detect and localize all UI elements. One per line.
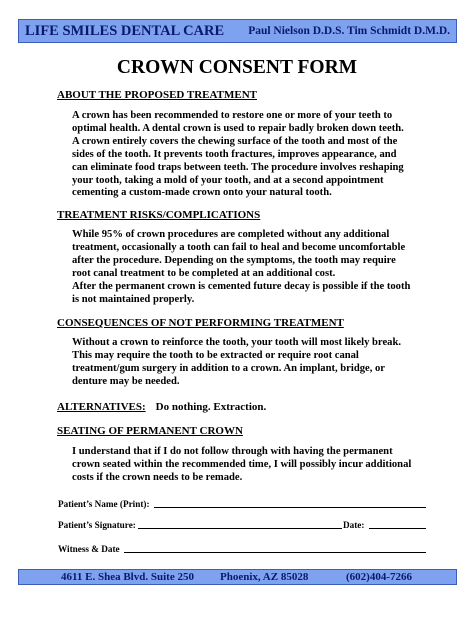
- about-line: your tooth, taking a mold of your tooth, and at a second appointment: [72, 174, 384, 186]
- seating-line: I understand that if I do not follow through with having the permanent: [72, 446, 393, 457]
- risks-line: While 95% of crown procedures are completed without any additional: [72, 229, 390, 240]
- consequences-heading: CONSEQUENCES OF NOT PERFORMING TREATMENT: [57, 317, 344, 329]
- footer-city: Phoenix, AZ 85028: [220, 571, 309, 583]
- seating-heading: SEATING OF PERMANENT CROWN: [57, 425, 243, 437]
- witness-row: [58, 541, 428, 555]
- patient-name-field[interactable]: [154, 496, 426, 508]
- risks-line: After the permanent crown is cemented future decay is possible if the tooth: [72, 280, 411, 292]
- footer-band: [18, 569, 457, 585]
- footer-address: 4611 E. Shea Blvd. Suite 250: [61, 571, 194, 583]
- consequences-line: treatment/gum surgery in addition to a crown. An implant, bridge, or: [72, 362, 386, 374]
- patient-name-row: [58, 496, 428, 510]
- risks-line: root canal treatment to be completed at an additional cost.: [72, 267, 336, 279]
- risks-line: is not maintained properly.: [72, 293, 195, 305]
- footer-phone: (602)404-7266: [346, 571, 412, 583]
- consequences-line: denture may be needed.: [72, 375, 180, 387]
- form-title: CROWN CONSENT FORM: [116, 57, 358, 78]
- consequences-line: Without a crown to reinforce the tooth, your tooth will most likely break.: [72, 337, 401, 348]
- practice-name: LIFE SMILES DENTAL CARE: [25, 23, 225, 39]
- risks-body: [72, 229, 422, 306]
- date-label: Date:: [343, 520, 365, 530]
- about-heading: ABOUT THE PROPOSED TREATMENT: [57, 89, 257, 101]
- consequences-line: This may require the tooth to be extracted or require root canal: [72, 349, 359, 361]
- about-line: optimal health. A dental crown is used to repair badly broken down teeth.: [72, 122, 404, 134]
- patient-signature-label: Patient’s Signature:: [58, 520, 136, 530]
- risks-line: treatment, occasionally a tooth can fail to heal and become uncomfortable: [72, 241, 406, 253]
- alternatives-text: Do nothing. Extraction.: [155, 401, 267, 413]
- alternatives-row: [57, 401, 266, 413]
- about-line: sides of the tooth. It prevents tooth fractures, improves appearance, and: [72, 148, 397, 160]
- witness-label: Witness & Date: [58, 544, 120, 554]
- alternatives-label: ALTERNATIVES:: [57, 401, 146, 413]
- patient-signature-field[interactable]: [138, 517, 342, 529]
- risks-heading: TREATMENT RISKS/COMPLICATIONS: [57, 209, 261, 221]
- about-line: can eliminate food traps between teeth. The procedure involves reshaping: [72, 161, 404, 173]
- about-line: A crown has been recommended to restore one or more of your teeth to: [72, 110, 393, 121]
- header-band: [18, 19, 457, 43]
- seating-line: costs if the crown needs to be remade.: [72, 471, 243, 483]
- doctor-names: Paul Nielson D.D.S. Tim Schmidt D.M.D.: [248, 25, 450, 37]
- date-field[interactable]: [369, 517, 426, 529]
- seating-body: [72, 446, 422, 485]
- patient-signature-row: [58, 517, 428, 531]
- about-line: A crown entirely covers the chewing surface of the tooth and most of the: [72, 135, 398, 147]
- seating-line: crown seated within the recommended time, I will possibly incur additional: [72, 458, 412, 470]
- patient-name-label: Patient’s Name (Print):: [58, 499, 150, 509]
- witness-field[interactable]: [124, 541, 426, 553]
- risks-line: after the procedure. Depending on the symptoms, the tooth may require: [72, 254, 396, 266]
- about-body: [72, 110, 422, 200]
- about-line: cementing a custom-made crown onto your natural tooth.: [72, 187, 332, 199]
- consequences-body: [72, 337, 422, 389]
